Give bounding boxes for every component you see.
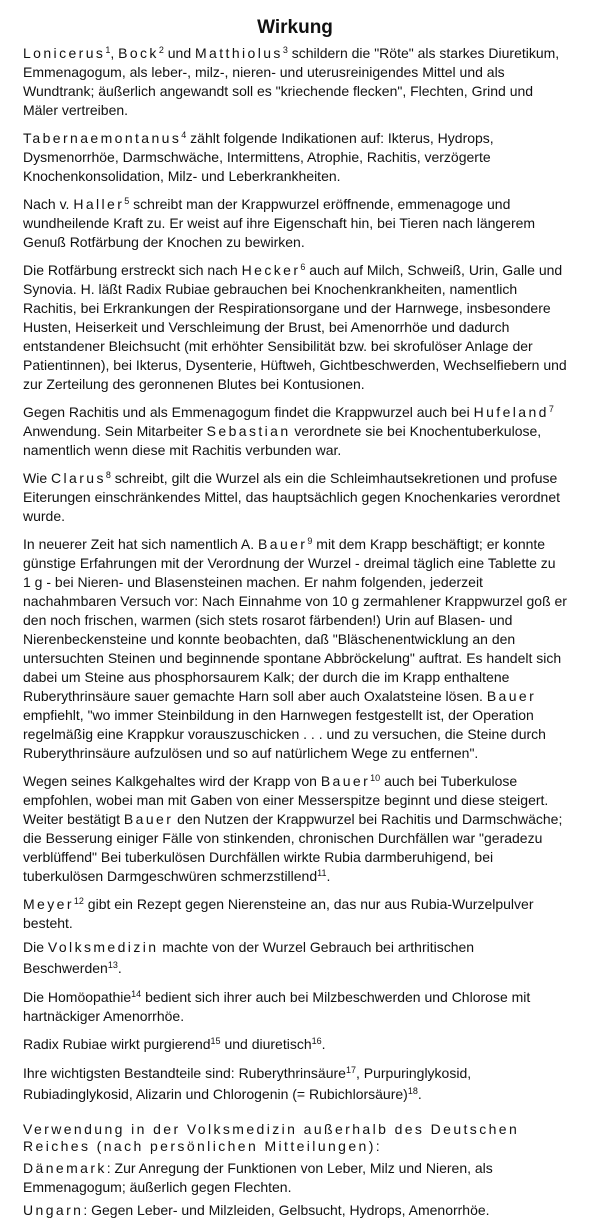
text: .: [321, 1036, 326, 1052]
text: empfiehlt, "wo immer Steinbildung in den Harnwegen festgestellt ist, der Operation regelmäßig eine Krappkur vorauszuschicken . . . und zu versuchen, die Steine durch Ruberythrinsäure aufzulösen und so auf natürlichem Wege zu entfernen".: [23, 707, 546, 761]
footnote-ref: 2: [158, 45, 164, 55]
author-name: Meyer: [23, 896, 74, 912]
text: Wie: [23, 470, 51, 486]
footnote-ref: 12: [73, 896, 84, 906]
text: zählt folgende Indikationen auf: Ikterus, Hydrops, Dysmenorrhöe, Darmschwäche, Intermittens, Atrophie, Rachitis, verzögerte Knochenkonsolidation, Milz- und Leberkrankheiten.: [23, 130, 494, 184]
footnote-ref: 7: [548, 404, 554, 414]
footnote-ref: 14: [131, 989, 142, 999]
author-name: Hufeland: [473, 404, 549, 420]
footnote-ref: 6: [300, 262, 306, 272]
footnote-ref: 18: [407, 1086, 418, 1096]
author-name: Lonicerus: [23, 45, 106, 61]
footnote-ref: 16: [311, 1036, 322, 1046]
footnote-ref: 3: [282, 45, 288, 55]
text: auch bei Tuberkulose empfohlen, wobei man mit Gaben von einer Messerspitze beginnt und diese steigert. Weiter bestätigt: [23, 773, 549, 827]
text: : Zur Anregung der Funktionen von Leber, Milz und Nieren, als Emmenagogum; äußerlich gegen Flechten.: [23, 1160, 493, 1195]
page-title: Wirkung: [257, 17, 333, 38]
footnote-ref: 15: [210, 1036, 221, 1046]
text: , Purpuringlykosid, Rubiadinglykosid, Alizarin und Chlorogenin (= Rubichlorsäure): [23, 1065, 472, 1102]
volksmedizin-item-daenemark: [23, 1159, 567, 1197]
paragraph-clarus: [23, 469, 567, 526]
footnote-ref: 5: [124, 196, 130, 206]
author-name: Bauer: [258, 536, 308, 552]
text: Anwendung. Sein Mitarbeiter: [23, 423, 207, 439]
text: Gegen Rachitis und als Emmenagogum findet die Krappwurzel auch bei: [23, 404, 474, 420]
text: ,: [110, 45, 119, 61]
text: bedient sich ihrer auch bei Milzbeschwerden und Chlorose mit hartnäckiger Amenorrhöe.: [23, 989, 531, 1024]
text: Die Rotfärbung erstreckt sich nach: [23, 262, 242, 278]
text: mit dem Krapp beschäftigt; er konnte günstige Erfahrungen mit der Verordnung der Wurzel - dreimal täglich eine Tablette zu 1 g - bei Nieren- und Blasensteinen machen. Er nahm folgenden, jederzeit nachahmbaren Versuch vor: Nach Einnahme von 10 g zermahlener Krappwurzel goß er den noch frischen, warmen (sich stets rosarot färbenden!) Urin auf Blasen- und Nierenbeckensteine und konnte beobachten, daß "Bläschenentwicklung an den untersuchten Steinen und beginnende spontane Abbröckelung" auftrat. Es handelt sich dabei um Steine aus phosphorsaurem Kalk; der durch die im Krapp enthaltene Ruberythrinsäure sauer gemachte Harn soll aber auch Oxalatsteine lösen.: [23, 536, 567, 704]
author-name: Bauer: [486, 688, 537, 704]
text: Wegen seines Kalkgehaltes wird der Krapp von: [23, 773, 321, 789]
footnote-ref: 11: [317, 868, 327, 878]
paragraph-tabernaemontanus: [23, 129, 567, 186]
paragraph-bestandteile: [23, 1063, 567, 1105]
paragraph-meyer: [23, 895, 567, 933]
text: Ihre wichtigsten Bestandteile sind: Ruberythrinsäure: [23, 1065, 346, 1081]
text: : Gegen Leber- und Milzleiden, Gelbsucht, Hydrops, Amenorrhöe.: [83, 1202, 490, 1218]
country-name: Dänemark: [23, 1160, 107, 1176]
author-name: Bauer: [123, 811, 174, 827]
text: Die Homöopathie: [23, 989, 132, 1005]
footnote-ref: 13: [107, 960, 118, 970]
author-name: Tabernaemontanus: [23, 130, 182, 146]
text: den Nutzen der Krappwurzel bei Rachitis und Darmschwäche; die Besserung einiger Fälle von stinkenden, chronischen Durchfällen war "geradezu verblüffend" Bei tuberkulösen Durchfällen wirkte Rubia darmberuhigend, bei tuberkulösen Darmgeschwüren schmerzstillend: [23, 811, 563, 884]
section-heading: Verwendung in der Volksmedizin außerhalb des Deutschen Reiches (nach persönlichen Mitteilungen):: [23, 1121, 520, 1154]
paragraph-radix-rubiae: [23, 1035, 567, 1054]
author-name: Bauer: [320, 773, 371, 789]
paragraph-bauer-tuberkulose: [23, 772, 567, 886]
author-name: Bock: [118, 45, 159, 61]
text: .: [117, 960, 122, 976]
paragraph-volksmedizin: [23, 937, 567, 979]
footnote-ref: 10: [370, 773, 381, 783]
text: schildern die "Röte" als starkes Diuretikum, Emmenagogum, als leber-, milz-, nieren- und uterusreinigendes Mittel und als Wundtrank; äußerlich angewandt soll es "kriechende flecken", Flechten, Grind und Mäler vertreiben.: [23, 45, 560, 118]
text: schreibt, gilt die Wurzel als ein die Schleimhautsekretionen und profuse Eiterungen einschränkendes Mittel, das hauptsächlich gegen Knochenkaries verordnet wurde.: [23, 470, 561, 524]
paragraph-haller: [23, 195, 567, 252]
paragraph-bauer-steine: [23, 535, 567, 763]
author-name: Sebastian: [206, 423, 291, 439]
footnote-ref: 8: [105, 470, 111, 480]
text: .: [326, 868, 331, 884]
footnote-ref: 9: [307, 536, 313, 546]
footnote-ref: 17: [345, 1065, 356, 1075]
text: Radix Rubiae wirkt purgierend: [23, 1036, 211, 1052]
text: machte von der Wurzel Gebrauch bei arthritischen Beschwerden: [23, 939, 475, 976]
paragraph-hecker: [23, 261, 567, 394]
author-name: Clarus: [51, 470, 106, 486]
footnote-ref: 4: [181, 130, 187, 140]
text: verordnete sie bei Knochentuberkulose, namentlich wenn diese mit Rachitis verbunden war.: [23, 423, 542, 458]
paragraph-lonicerus: [23, 44, 567, 120]
text: schreibt man der Krappwurzel eröffnende, emmenagoge und wundheilende Kraft zu. Er weist auf ihre Eigenschaft hin, bei Tieren nach längerem Genuß Rotfärbung der Knochen zu bewirken.: [23, 196, 536, 250]
text: In neuerer Zeit hat sich namentlich A.: [23, 536, 259, 552]
text: .: [417, 1086, 422, 1102]
text: gibt ein Rezept gegen Nierensteine an, das nur aus Rubia-Wurzelpulver besteht.: [23, 896, 534, 931]
text: und diuretisch: [220, 1036, 312, 1052]
author-name: Matthiolus: [195, 45, 283, 61]
text: Die: [23, 939, 48, 955]
author-name: Haller: [73, 196, 125, 212]
text: und: [163, 45, 195, 61]
volksmedizin-item-ungarn: [23, 1201, 567, 1220]
text: Nach v.: [23, 196, 74, 212]
author-name: Hecker: [241, 262, 301, 278]
footnote-ref: 1: [105, 45, 111, 55]
paragraph-hufeland: [23, 403, 567, 460]
text: auch auf Milch, Schweiß, Urin, Galle und Synovia. H. läßt Radix Rubiae gebrauchen bei Knochenkrankheiten, namentlich Rachitis, bei Erkrankungen der Respirationsorgane und der Harnwege, insbesondere Husten, Heiserkeit und Verschleimung der Brust, bei Amenorrhöe und dadurch entstandener Bleichsucht (mit erhöhter Sensibilität bzw. bei skrofulöser Anlage der Patientinnen), bei Ikterus, Dysenterie, Hüftweh, Gichtbeschwerden, Wechselfiebern und zur Zerteilung des geronnenen Blutes bei Kontusionen.: [23, 262, 567, 392]
author-name: Volksmedizin: [47, 939, 159, 955]
paragraph-homoeopathie: [23, 988, 567, 1026]
country-name: Ungarn: [23, 1202, 84, 1218]
